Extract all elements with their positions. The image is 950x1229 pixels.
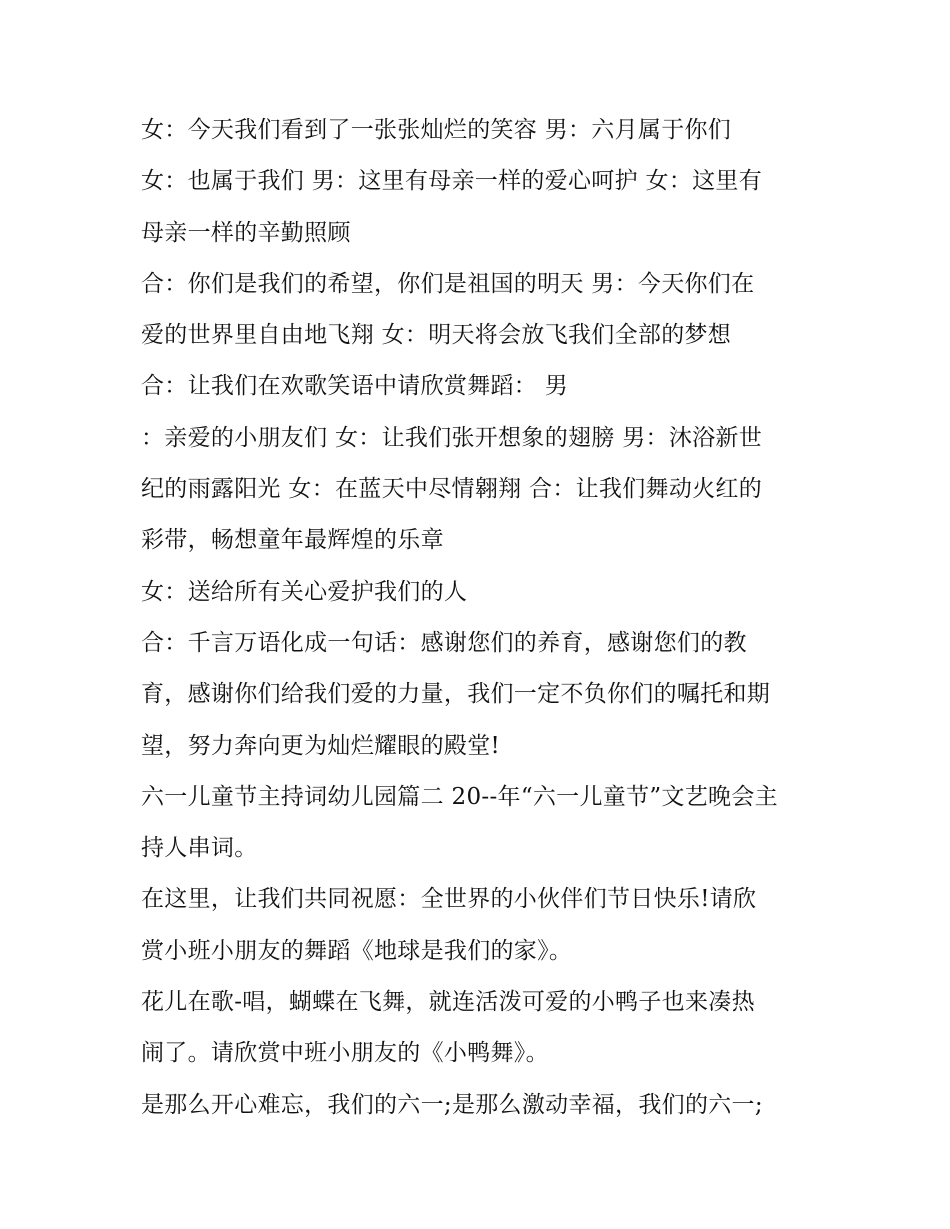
- text-line: 女：送给所有关心爱护我们的人: [141, 578, 468, 605]
- text-line: ：亲爱的小朋友们 女：让我们张开想象的翅膀 男：沐浴新世: [141, 424, 763, 451]
- text-line: 六一儿童节主持词幼儿园篇二 20--年“六一儿童节”文艺晚会主: [141, 783, 778, 810]
- text-line: 母亲一样的辛勤照顾: [141, 219, 351, 246]
- text-line: 彩带，畅想童年最辉煌的乐章: [141, 527, 444, 554]
- text-line: 合：千言万语化成一句话：感谢您们的养育，感谢您们的教: [141, 629, 747, 656]
- text-line: 在这里，让我们共同祝愿：全世界的小伙伴们节日快乐!请欣: [141, 886, 757, 913]
- text-line: 女：也属于我们 男：这里有母亲一样的爱心呵护 女：这里有: [141, 168, 763, 195]
- text-line: 花儿在歌-唱，蝴蝶在飞舞，就连活泼可爱的小鸭子也来凑热: [141, 989, 755, 1016]
- text-line: 合：你们是我们的希望，你们是祖国的明天 男：今天你们在: [141, 270, 755, 297]
- text-line: 合：让我们在欢歌笑语中请欣赏舞蹈： 男: [141, 373, 569, 400]
- text-line: 爱的世界里自由地飞翔 女：明天将会放飞我们全部的梦想: [141, 322, 732, 349]
- document-body: [141, 110, 821, 1136]
- text-line: 闹了。请欣赏中班小朋友的《小鸭舞》。: [141, 1040, 549, 1067]
- text-line: 女：今天我们看到了一张张灿烂的笑容 男：六月属于你们: [141, 117, 732, 143]
- text-line: 纪的雨露阳光 女：在蓝天中尽情翱翔 合：让我们舞动火红的: [141, 476, 763, 503]
- text-line: 育，感谢你们给我们爱的力量，我们一定不负你们的嘱托和期: [141, 681, 771, 708]
- text-line: 赏小班小朋友的舞蹈《地球是我们的家》。: [141, 937, 573, 964]
- text-line: 持人串词。: [141, 835, 258, 862]
- text-line: 望，努力奔向更为灿烂耀眼的殿堂!: [141, 732, 501, 759]
- text-line: 是那么开心难忘，我们的六一;是那么激动幸福，我们的六一;: [141, 1091, 763, 1118]
